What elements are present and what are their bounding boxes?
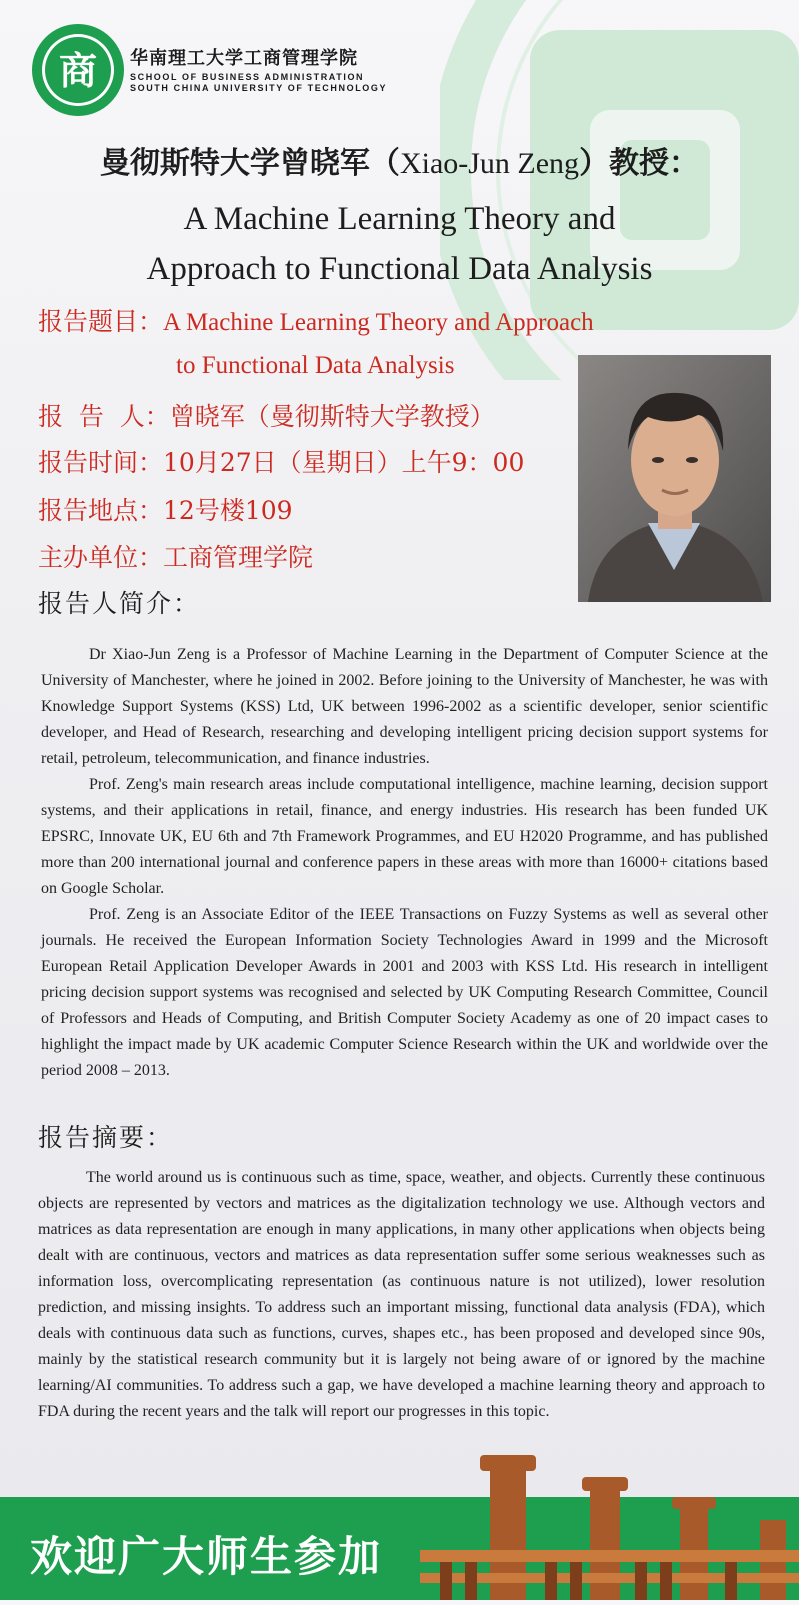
school-name-cn: 华南理工大学工商管理学院 — [130, 48, 358, 69]
seal-glyph: 商 — [58, 49, 98, 93]
info-time — [38, 443, 524, 479]
stone-arch-decoration — [420, 1455, 799, 1600]
topic-label: 报告题目： — [38, 307, 164, 336]
talk-title — [0, 194, 799, 294]
heading-cn-prefix: 曼彻斯特大学曾晓军（ — [99, 146, 400, 181]
speaker-value: 曾晓军（曼彻斯特大学教授） — [169, 402, 495, 431]
bio-paragraph: Dr Xiao-Jun Zeng is a Professor of Machine Learning in the Department of Computer Science at the University of Manchester, where he joined in 2002. Before joining to the University of Manchester, he was with Knowledge Support Systems (KSS) Ltd, UK between 1996-2002 as a scientific developer, senior scientific developer, and Head of Research, researching and developing intelligent pricing decision support systems for retail, petroleum, telecommunication, and finance industries. — [41, 646, 768, 767]
bio-section — [41, 642, 768, 1084]
speaker-heading — [0, 138, 799, 182]
info-topic-line-2 — [176, 350, 454, 380]
bio-heading: 报告人简介： — [38, 589, 201, 618]
abstract-heading: 报告摘要： — [38, 1123, 174, 1152]
talk-title-line-2: Approach to Functional Data Analysis — [146, 251, 653, 287]
info-topic — [38, 302, 594, 338]
bio-paragraph: Prof. Zeng's main research areas include computational intelligence, machine learning, decision support systems, and their applications in retail, finance, and energy industries. His research has been funded UK EPSRC, Innovate UK, EU 6th and 7th Framework Programmes, and EU H2020 Programme, and has published more than 200 international journal and conference papers in these areas with more than 16000+ citations based on Google Scholar. — [41, 776, 768, 897]
host-value: 工商管理学院 — [163, 543, 314, 572]
place-value: 12号楼109 — [163, 496, 293, 525]
speaker-label: 报 告 人： — [38, 402, 170, 431]
bio-paragraph: Prof. Zeng is an Associate Editor of the IEEE Transactions on Fuzzy Systems as well as several other journals. He received the European Information Society Technologies Award in 1999 and the Microsoft European Retail Application Developer Awards in 2001 and 2003 with KSS Ltd. His research in intelligent pricing decision support systems was recognised and selected by UK Computing Research Committee, Council of Professors and Heads of Computing, and British Computer Society Academy as one of 20 impact cases to highlight the impact made by UK academic Computer Science Research within the UK and worldwide over the period 2008 – 2013. — [41, 906, 768, 1079]
heading-cn-suffix: ）教授： — [579, 146, 700, 181]
abstract-section — [38, 1165, 765, 1425]
header-title-block — [130, 44, 410, 94]
topic-value-2: to Functional Data Analysis — [176, 352, 455, 379]
heading-en-name: Xiao-Jun Zeng — [399, 147, 580, 180]
topic-value: A Machine Learning Theory and Approach — [163, 309, 594, 336]
time-label: 报告时间： — [38, 448, 164, 477]
info-speaker — [38, 397, 495, 433]
abstract-paragraph: The world around us is continuous such as time, space, weather, and objects. Currently these continuous objects are represented by vectors and matrices as the digitalization technology we use. Although vectors and matrices as data representation are enough in many applications, in many other applications when objects being dealt with are continuous, vectors and matrices as data representation suffer some serious weaknesses such as information loss, overcomplicating representation (as continuous nature is not utilized), lower resolution prediction, and missing insights. To address such an important missing, functional data analysis (FDA), which deals with continuous data such as functions, curves, shapes etc., has been proposed and developed since 90s, mainly by the statistical research community but it is largely not being aware of or ignored by the machine learning/AI communities. To address such a gap, we have developed a machine learning theory and approach to FDA during the recent years and the talk will report our progresses in this topic. — [38, 1169, 765, 1420]
university-name-en: SOUTH CHINA UNIVERSITY OF TECHNOLOGY — [130, 83, 388, 93]
speaker-photo — [578, 355, 771, 602]
place-label: 报告地点： — [38, 496, 164, 525]
university-seal-logo — [30, 22, 126, 118]
host-label: 主办单位： — [38, 543, 164, 572]
info-place — [38, 491, 293, 527]
info-host — [38, 538, 313, 574]
time-value: 10月27日（星期日）上午9：00 — [163, 448, 525, 477]
welcome-slogan: 欢迎广大师生参加 — [30, 1532, 383, 1581]
school-name-en: SCHOOL OF BUSINESS ADMINISTRATION — [130, 72, 365, 82]
talk-title-line-1: A Machine Learning Theory and — [183, 201, 616, 237]
